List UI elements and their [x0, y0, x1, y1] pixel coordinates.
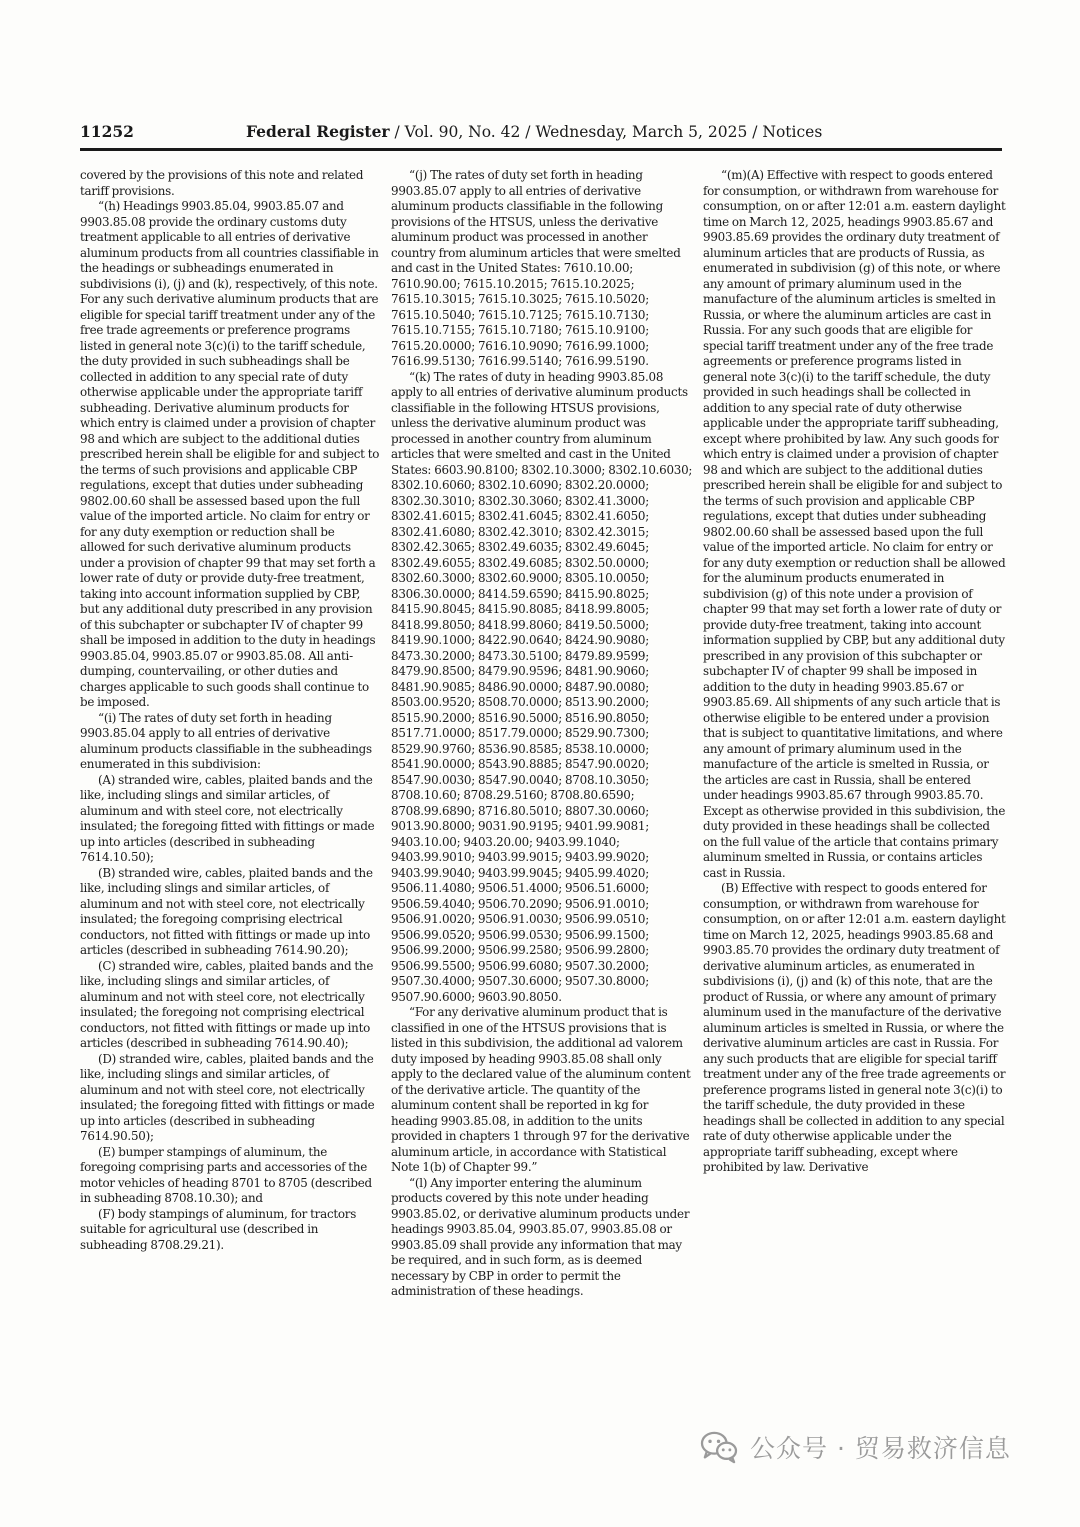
issue-info: / Vol. 90, No. 42 / Wednesday, March 5, 2025 / Notices [389, 123, 823, 141]
paragraph: “For any derivative aluminum product that is classified in one of the HTSUS provisions that is listed in this subdivision, the additional ad valorem duty imposed by heading 9903.85.08 shall only apply to the declared value of the aluminum content of the derivative article. The quantity of the aluminum content shall be reported in kg for heading 9903.85.08, in addition to the units provided in chapters 1 through 97 for the derivative aluminum article, in accordance with Statistical Note 1(b) of Chapter 99.” [391, 1005, 691, 1174]
paragraph: covered by the provisions of this note and related tariff provisions. [80, 168, 364, 198]
wechat-icon [700, 1430, 738, 1464]
paragraph: (C) stranded wire, cables, plaited bands and the like, including slings and similar articles, of aluminum and not with steel core, not electrically insulated; the foregoing not comprising electrical conductors, not fitted with fittings or made up into articles (described in subheading 7614.90.40); [80, 958, 374, 1050]
paragraph: (B) Effective with respect to goods entered for consumption, or withdrawn from warehouse for consumption, on or after 12:01 a.m. eastern daylight time on March 12, 2025, headings 9903.85.68 and 9903.85.70 provides the ordinary duty treatment of derivative aluminum articles, as enumerated in subdivisions (i), (j) and (k) of this note, that are the product of Russia, or where any amount of primary aluminum used in the manufacture of the derivative aluminum articles is smelted in Russia, or where the derivative aluminum articles are cast in Russia. For any such products that are eligible for special tariff treatment under any of the free trade agreements or preference programs listed in general note 3(c)(i) to the tariff schedule, the duty provided in these headings shall be collected in addition to any special rate of duty otherwise applicable under the appropriate tariff subheading, except where prohibited by law. Derivative [703, 881, 1006, 1174]
paragraph: “(i) The rates of duty set forth in heading 9903.85.04 apply to all entries of derivative aluminum products classifiable in the subheadings enumerated in this subdivision: [80, 710, 372, 771]
text-column-right [703, 168, 1006, 1176]
watermark-text: 公众号 · 贸易救济信息 [750, 1434, 1011, 1463]
header-title [246, 121, 822, 143]
page-number: 11252 [80, 122, 134, 141]
paragraph: “(l) Any importer entering the aluminum products covered by this note under heading 9903.85.02, or derivative aluminum products under headings 9903.85.04, 9903.85.07, 9903.85.08 or 9903.85.09 shall provide any information that may be required, and in such form, as is deemed necessary by CBP in order to permit the administration of these headings. [391, 1175, 690, 1298]
publication-name: Federal Register [246, 122, 390, 141]
running-header [80, 121, 1002, 145]
paragraph: (D) stranded wire, cables, plaited bands and the like, including slings and similar articles, of aluminum and not with steel core, not electrically insulated; the foregoing fitted with fittings or made up into articles (described in subheading 7614.90.50); [80, 1051, 375, 1143]
paragraph: (F) body stampings of aluminum, for tractors suitable for agricultural use (described in subheading 8708.29.21). [80, 1206, 357, 1252]
paragraph: (A) stranded wire, cables, plaited bands and the like, including slings and similar articles, of aluminum and with steel core, not electrically insulated; the foregoing fitted with fittings or made up into articles (described in subheading 7614.10.50); [80, 772, 375, 864]
header-rule [80, 148, 1002, 151]
paragraph: “(h) Headings 9903.85.04, 9903.85.07 and 9903.85.08 provide the ordinary customs duty treatment applicable to all entries of derivative aluminum products from all countries classifiable in the headings or subheadings enumerated in subdivisions (i), (j) and (k), respectively, of this note. For any such derivative aluminum products that are eligible for special tariff treatment under any of the free trade agreements or preference programs listed in general note 3(c)(i) to the tariff schedule, the duty provided in such subheadings shall be collected in addition to any special rate of duty otherwise applicable under the appropriate tariff subheading. Derivative aluminum products for which entry is claimed under a provision of chapter 98 and which are subject to the additional duties prescribed herein shall be eligible for and subject to the terms of such provisions and applicable CBP regulations, except that duties under subheading 9802.00.60 shall be assessed based upon the full value of the imported article. No claim for entry or for any duty exemption or reduction shall be allowed for such derivative aluminum products under a provision of chapter 99 that may set forth a lower rate of duty or provide duty-free treatment, taking into account information supplied by CBP, but any additional duty prescribed in any provision of this subchapter or subchapter IV of chapter 99 shall be imposed in addition to the duty in headings 9903.85.04, 9903.85.07 or 9903.85.08. All anti-dumping, countervailing, or other duties and charges applicable to such goods shall continue to be imposed. [80, 199, 380, 709]
text-column-middle [391, 168, 694, 1300]
paragraph: (E) bumper stampings of aluminum, the foregoing comprising parts and accessories of the motor vehicles of heading 8701 to 8705 (described in subheading 8708.10.30); and [80, 1144, 372, 1205]
paragraph: (B) stranded wire, cables, plaited bands and the like, including slings and similar articles, of aluminum and not with steel core, not electrically insulated; the foregoing comprising electrical conductors, not fitted with fittings or made up into articles (described in subheading 7614.90.20); [80, 865, 373, 957]
paragraph: “(k) The rates of duty in heading 9903.85.08 apply to all entries of derivative aluminum products classifiable in the following HTSUS provisions, unless the derivative aluminum product was processed in another country from aluminum articles that were smelted and cast in the United States: 6603.90.8100; 8302.10.3000; 8302.10.6030; 8302.10.6060; 8302.10.6090; 8302.20.0000; 8302.30.3010; 8302.30.3060; 8302.41.3000; 8302.41.6015; 8302.41.6045; 8302.41.6050; 8302.41.6080; 8302.42.3010; 8302.42.3015; 8302.42.3065; 8302.49.6035; 8302.49.6045; 8302.49.6055; 8302.49.6085; 8302.50.0000; 8302.60.3000; 8302.60.9000; 8305.10.0050; 8306.30.0000; 8414.59.6590; 8415.90.8025; 8415.90.8045; 8415.90.8085; 8418.99.8005; 8418.99.8050; 8418.99.8060; 8419.50.5000; 8419.90.1000; 8422.90.0640; 8424.90.9080; 8473.30.2000; 8473.30.5100; 8479.89.9599; 8479.90.8500; 8479.90.9596; 8481.90.9060; 8481.90.9085; 8486.90.0000; 8487.90.0080; 8503.00.9520; 8508.70.0000; 8513.90.2000; 8515.90.2000; 8516.90.5000; 8516.90.8050; 8517.71.0000; 8517.79.0000; 8529.90.7300; 8529.90.9760; 8536.90.8585; 8538.10.0000; 8541.90.0000; 8543.90.8885; 8547.90.0020; 8547.90.0030; 8547.90.0040; 8708.10.3050; 8708.10.60; 8708.29.5160; 8708.80.6590; 8708.99.6890; 8716.80.5010; 8807.30.0060; 9013.90.8000; 9031.90.9195; 9401.99.9081; 9403.10.00; 9403.20.00; 9403.99.1040; 9403.99.9010; 9403.99.9015; 9403.99.9020; 9403.99.9040; 9403.99.9045; 9405.99.4020; 9506.11.4080; 9506.51.4000; 9506.51.6000; 9506.59.4040; 9506.70.2090; 9506.91.0010; 9506.91.0020; 9506.91.0030; 9506.99.0510; 9506.99.0520; 9506.99.0530; 9506.99.1500; 9506.99.2000; 9506.99.2580; 9506.99.2800; 9506.99.5500; 9506.99.6080; 9507.30.2000; 9507.30.4000; 9507.30.6000; 9507.30.8000; 9507.90.6000; 9603.90.8050. [391, 369, 693, 1004]
paragraph: “(j) The rates of duty set forth in heading 9903.85.07 apply to all entries of derivative aluminum products classifiable in the following provisions of the HTSUS, unless the derivative aluminum product was processed in another country from aluminum articles that were smelted and cast in the United States: 7610.10.00; 7610.90.00; 7615.10.2015; 7615.10.2025; 7615.10.3015; 7615.10.3025; 7615.10.5020; 7615.10.5040; 7615.10.7125; 7615.10.7130; 7615.10.7155; 7615.10.7180; 7615.10.9100; 7615.20.0000; 7616.10.9090; 7616.99.1000; 7616.99.5130; 7616.99.5140; 7616.99.5190. [391, 168, 681, 368]
watermark [700, 1425, 1011, 1469]
paragraph: “(m)(A) Effective with respect to goods entered for consumption, or withdrawn from warehouse for consumption, on or after 12:01 a.m. eastern daylight time on March 12, 2025, headings 9903.85.67 and 9903.85.69 provides the ordinary duty treatment of aluminum articles that are products of Russia, as enumerated in subdivision (g) of this note, or where any amount of primary aluminum used in the manufacture of the aluminum articles is smelted in Russia, or where the aluminum articles are cast in Russia. For any such goods that are eligible for special tariff treatment under any of the free trade agreements or preference programs listed in general note 3(c)(i) to the tariff schedule, the duty provided in such headings shall be collected in addition to any special rate of duty otherwise applicable under the appropriate tariff subheading, except where prohibited by law. Any such goods for which entry is claimed under a provision of chapter 98 and which are subject to the additional duties prescribed herein shall be eligible for and subject to the terms of such provision and applicable CBP regulations, except that duties under subheading 9802.00.60 shall be assessed based upon the full value of the imported article. No claim for entry or for any duty exemption or reduction shall be allowed for the aluminum products enumerated in subdivision (g) of this note under a provision of chapter 99 that may set forth a lower rate of duty or provide duty-free treatment, taking into account information supplied by CBP, but any additional duty prescribed in any provision of this subchapter or subchapter IV of chapter 99 shall be imposed in addition to the duty in heading 9903.85.67 or 9903.85.69. All shipments of any such article that is otherwise eligible to be entered under a provision that is subject to quantitative limitations, and where any amount of primary aluminum used in the manufacture of the article is smelted in Russia, or the articles are cast in Russia, shall be entered under headings 9903.85.67 through 9903.85.70. Except as otherwise provided in this subdivision, the duty provided in these headings shall be collected on the full value of the article that contains primary aluminum smelted in Russia, or contains articles cast in Russia. [703, 168, 1006, 880]
text-column-left [80, 168, 380, 1253]
